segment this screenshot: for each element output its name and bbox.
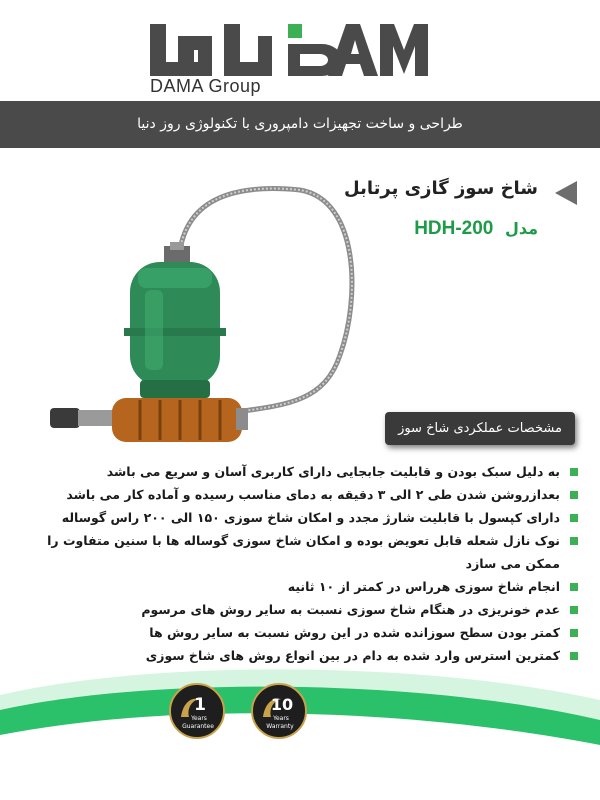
badge-number: 1 [194, 695, 206, 715]
bullet-icon [570, 491, 578, 499]
list-item: عدم خونریزی در هنگام شاخ سوزی نسبت به سایر روش های مرسوم [33, 598, 578, 621]
list-item: کمترین استرس وارد شده به دام در بین انواع روش های شاخ سوزی [33, 644, 578, 667]
list-item: به دلیل سبک بودن و قابلیت جابجایی دارای کاربری آسان و سریع می باشد [33, 460, 578, 483]
model-code: HDH-200 [414, 218, 494, 239]
badge-number: 10 [270, 695, 294, 714]
features-list [33, 460, 578, 667]
list-item: نوک نازل شعله قابل تعویض بوده و امکان شاخ سوزی گوساله ها با سنین متفاوت را ممکن می سازد [33, 529, 578, 575]
bullet-icon [570, 606, 578, 614]
title-arrow-icon [555, 181, 577, 205]
list-item: دارای کپسول با قابلیت شارژ مجدد و امکان شاخ سوزی ۱۵۰ الی ۲۰۰ راس گوساله [33, 506, 578, 529]
badge-line1: Years [191, 715, 207, 722]
bullet-icon [570, 468, 578, 476]
list-item: بعدازروشن شدن طی ۲ الی ۳ دقیقه به دمای مناسب رسیده و آماده کار می باشد [33, 483, 578, 506]
product-title: شاخ سوز گازی پرتابل [344, 178, 538, 199]
bullet-icon [570, 514, 578, 522]
list-item: انجام شاخ سوزی هرراس در کمتر از ۱۰ ثانیه [33, 575, 578, 598]
company-name: DAMA Group [150, 76, 262, 96]
gas-horn-burner-icon [40, 150, 370, 450]
bullet-icon [570, 583, 578, 591]
badge-line2: Warranty [266, 723, 294, 730]
badge-line1: Years [273, 715, 289, 722]
list-item: کمتر بودن سطح سوزانده شده در این روش نسبت به سایر روش ها [33, 621, 578, 644]
tagline-banner: طراحی و ساخت تجهیزات دامپروری با تکنولوژی روز دنیا [0, 101, 600, 148]
badge-line2: Guarantee [182, 723, 214, 730]
model-label: مدل [504, 219, 538, 238]
guarantee-badge [169, 683, 225, 739]
bullet-icon [570, 537, 578, 545]
specs-label: مشخصات عملکردی شاخ سوز [385, 412, 575, 445]
warranty-badge [251, 683, 307, 739]
bullet-icon [570, 629, 578, 637]
product-model [414, 218, 538, 240]
